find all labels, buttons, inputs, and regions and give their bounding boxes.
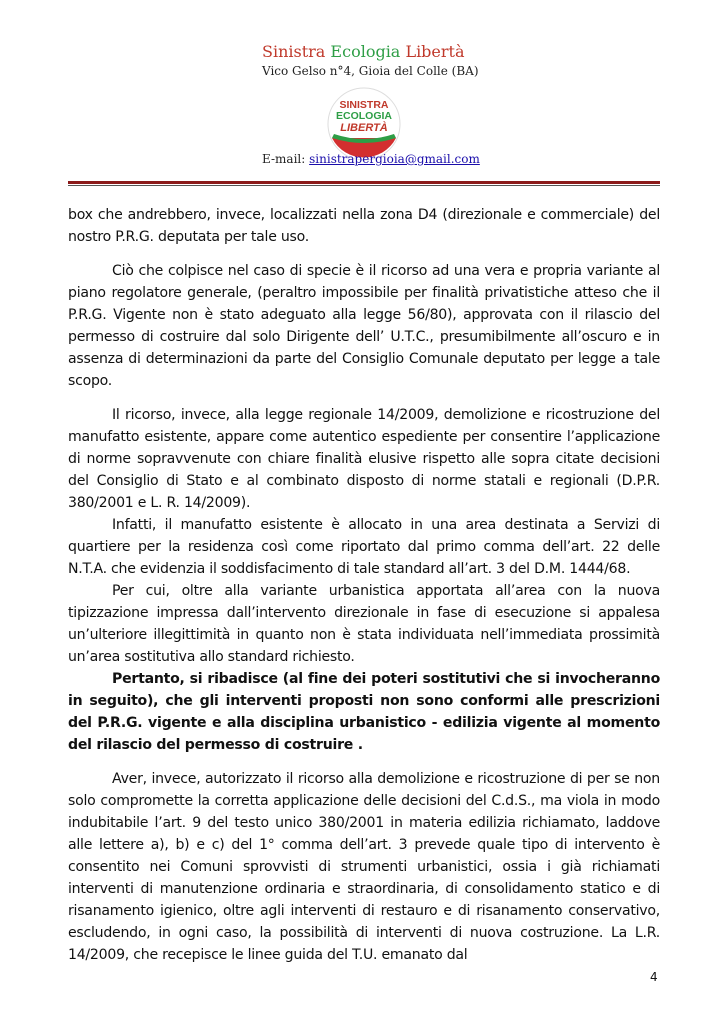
email-link[interactable]: sinistrapergioia@gmail.com: [309, 152, 480, 166]
paragraph-3: Il ricorso, invece, alla legge regionale 14/2009, demolizione e ricostruzione del manufatto esistente, appare come autentico espediente per consentire l’applicazione di norme sopravvenute con chiare finalità elusive rispetto alle sopra citate decisioni del Consiglio di Stato e al combinato disposto di norme statali e regionali (D.P.R. 380/2001 e L. R. 14/2009).: [68, 407, 660, 511]
organization-name: [262, 42, 465, 61]
paragraph-7: Aver, invece, autorizzato il ricorso alla demolizione e ricostruzione di per se non solo compromette la corretta applicazione delle decisioni del C.d.S., ma viola in modo indubitabile l’art. 9 del testo unico 380/2001 in materia edilizia richiamato, laddove alle lettere a), b) e c) del 1° comma dell’art. 3 prevede quale tipo di intervento è consentito nei Comuni sprovvisti di strumenti urbanistici, ossia i già richiamati interventi di manutenzione ordinaria e straordinaria, di consolidamento statico e di risanamento igienico, oltre agli interventi di restauro e di risanamento conservativo, escludendo, in ogni caso, la possibilità di interventi di nuova costruzione. La L.R. 14/2009, che recepisce le linee guida del T.U. emanato dal: [68, 771, 660, 963]
org-name-word-1: Sinistra: [262, 42, 326, 61]
paragraph-6-bold: Pertanto, si ribadisce (al fine dei poteri sostitutivi che si invocheranno in seguito), che gli interventi proposti non sono conformi alle prescrizioni del P.R.G. vigente e alla disciplina urbanistico - edilizia vigente al momento del rilascio del permesso di costruire .: [68, 671, 660, 753]
header-divider-thick: [68, 181, 660, 184]
document-body: [68, 204, 660, 966]
email-label: E-mail:: [262, 152, 306, 166]
email-line: [262, 152, 480, 166]
page-number: 4: [650, 970, 658, 984]
logo-line-1: SINISTRA: [339, 99, 389, 111]
org-name-word-2: Ecologia: [330, 42, 401, 61]
logo-line-3: LIBERTÀ: [340, 122, 388, 134]
org-name-word-3: Libertà: [405, 42, 465, 61]
paragraph-2: Ciò che colpisce nel caso di specie è il ricorso ad una vera e propria variante al piano regolatore generale, (peraltro impossibile per finalità privatistiche atteso che il P.R.G. Vigente non è stato adeguato alla legge 56/80), approvata con il rilascio del permesso di costruire dal solo Dirigente dell’ U.T.C., presumibilmente all’oscuro e in assenza di determinazioni da parte del Consiglio Comunale deputato per legge a tale scopo.: [68, 263, 660, 389]
paragraph-5: Per cui, oltre alla variante urbanistica apportata all’area con la nuova tipizzazione impressa dall’intervento direzionale in fase di esecuzione si appalesa un’ulteriore illegittimità in quanto non è stata individuata nell’immediata prossimità un’area sostitutiva allo standard richiesto.: [68, 583, 660, 665]
party-logo: [326, 86, 402, 162]
logo-line-2: ECOLOGIA: [335, 110, 393, 122]
header-divider-thin: [68, 185, 660, 186]
organization-address: Vico Gelso n°4, Gioia del Colle (BA): [262, 64, 479, 78]
paragraph-1: box che andrebbero, invece, localizzati nella zona D4 (direzionale e commerciale) del nostro P.R.G. deputata per tale uso.: [68, 207, 660, 245]
paragraph-4: Infatti, il manufatto esistente è allocato in una area destinata a Servizi di quartiere per la residenza così come riportato dal primo comma dell’art. 22 delle N.T.A. che evidenzia il soddisfacimento di tale standard all’art. 3 del D.M. 1444/68.: [68, 517, 660, 577]
